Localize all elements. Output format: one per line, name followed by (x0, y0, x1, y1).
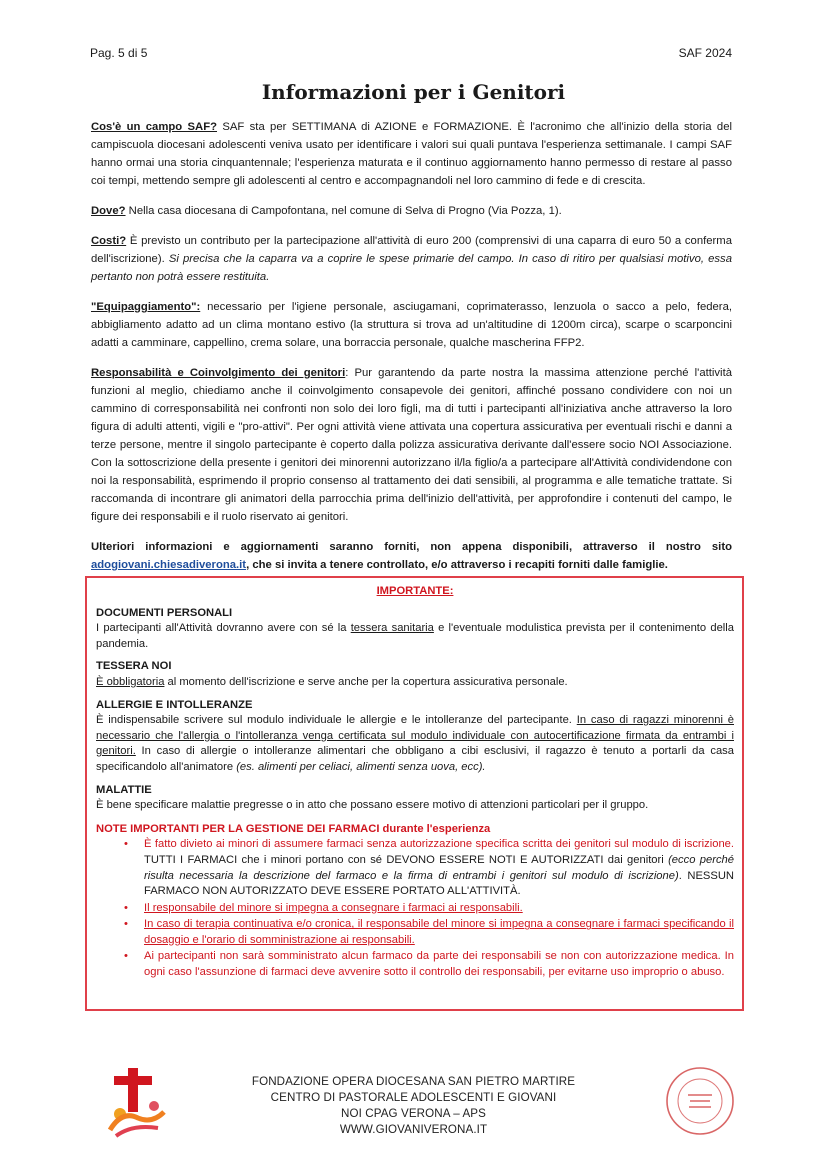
page-number: Pag. 5 di 5 (90, 46, 148, 60)
allergie-text-underline: In caso di ragazzi minorenni è necessario che l'allergia o l'intolleranza venga certificata sul modulo individuale con autocertificazione firmata da entrambi i genitori. (96, 714, 734, 758)
tessera-text-underline: È obbligatoria (96, 675, 165, 688)
answer-costi: È previsto un contributo per la partecipazione all'attività di euro 200 (comprensivi di una caparra di euro 50 a conferma dell'iscrizione). (91, 235, 732, 265)
section-body-malattie: È bene specificare malattie pregresse o in atto che possano essere motivo di attenzioni particolari per il gruppo. (96, 799, 649, 812)
foundation-seal-icon (665, 1066, 735, 1136)
question-equipaggiamento: "Equipaggiamento": (91, 301, 201, 313)
answer-responsabilita: : Pur garantendo da parte nostra la massima attenzione perché l'attività funzioni al meglio, chiediamo anche il coinvolgimento consapevole dei genitori, affinché possano condividere con noi un cammino di corresponsabilità nei confronti non solo dei loro figli, ma di tutti i partecipanti all'iniziativa anche attraverso la loro figura di adulti attenti, vigili e "pro-attivi". Per ogni attività viene attivata una copertura assicurativa per eventuali rischi e danni a terze persone, mentre il singolo partecipante è coperto dalla polizza assicurativa derivante dall'essere socio NOI Associazione. Con la sottoscrizione della presente i genitori dei minorenni autorizzano il/la figlio/a a partecipare all'Attività condividendone con noi la responsabilità, esprimendo il proprio consenso al trattamento dei dati sensibili, al programma e alle tematiche trattate. Si raccomanda di incontrare gli animatori della parrocchia prima dell'inizio dell'attività, per approfondire i contenuti del campo, le figure dei responsabili e il ruolo riservato ai genitori. (91, 367, 732, 523)
document-code: SAF 2024 (678, 46, 732, 60)
section-title-tessera: TESSERA NOI (96, 660, 172, 673)
important-heading: IMPORTANTE: (376, 585, 454, 597)
allergie-text-italic: (es. alimenti per celiaci, alimenti senza uova, ecc). (236, 760, 486, 773)
note1-text-c: . NESSUN FARMACO NON AUTORIZZATO DEVE ESSERE PORTATO ALL'ATTIVITÀ. (144, 869, 735, 898)
footer-line-1: FONDAZIONE OPERA DIOCESANA SAN PIETRO MARTIRE (251, 1075, 576, 1088)
allergie-text-a: È indispensabile scrivere sul modulo individuale le allergie e le intolleranze del partecipante. (96, 714, 577, 727)
paragraph-saf (91, 118, 732, 190)
notes-list (96, 837, 734, 980)
list-item (124, 917, 734, 948)
section-title-documenti: DOCUMENTI PERSONALI (96, 606, 233, 619)
section-title-allergie: ALLERGIE E INTOLLERANZE (96, 698, 253, 711)
paragraph-info (91, 538, 732, 574)
document-body (91, 118, 732, 586)
page-title: Informazioni per i Genitori (261, 80, 566, 104)
website-link[interactable]: adogiovani.chiesadiverona.it (91, 559, 247, 571)
answer-equipaggiamento: necessario per l'igiene personale, asciugamani, coprimaterasso, lenzuola o sacco a pelo, federa, abbigliamento adatto ad un clima montano estivo (la struttura si trova ad un'altitudine di 1200m circa), scarpe o scarponcini adatti a camminare, cappellino, crema solare, una borraccia personale, qualche mascherina FFP2. (91, 301, 732, 349)
answer-saf: SAF sta per SETTIMANA di AZIONE e FORMAZIONE. È l'acronimo che all'inizio della storia del campiscuola diocesani adolescenti veniva usato per identificare i valori sui quali puntava l'esperienza settimanale. I campi SAF hanno ormai una storia cinquantennale; l'esperienza maturata e il continuo aggiornamento hanno permesso di restare al passo coi tempi, mettendo sempre gli adolescenti al centro e accompagnandoli nel loro cammino di fede e di crescita. (91, 121, 732, 187)
question-saf: Cos'è un campo SAF? (91, 121, 218, 133)
bullet-icon: • (124, 950, 128, 963)
note2-text: Il responsabile del minore si impegna a consegnare i farmaci ai responsabili. (144, 901, 523, 914)
info-text-1: Ulteriori informazioni e aggiornamenti saranno forniti, non appena disponibili, attraverso il nostro sito (91, 541, 732, 553)
documenti-text-b: e l'eventuale modulistica prevista per il contenimento della pandemia. (96, 622, 734, 650)
question-costi: Costi? (91, 235, 127, 247)
answer-dove: Nella casa diocesana di Campofontana, nel comune di Selva di Progno (Via Pozza, 1). (125, 205, 562, 217)
important-box (85, 576, 744, 1011)
question-dove: Dove? (91, 205, 126, 217)
bullet-icon: • (124, 838, 128, 851)
list-item (124, 949, 734, 980)
note1-text-a: È fatto divieto ai minori di assumere farmaci senza autorizzazione specifica scritta dei genitori sul modulo di iscrizione. (144, 838, 734, 851)
paragraph-costi (91, 232, 732, 286)
documenti-text-a: I partecipanti all'Attività dovranno avere con sé la (96, 622, 351, 635)
paragraph-responsabilita (91, 364, 732, 526)
note4-text: Ai partecipanti non sarà somministrato alcun farmaco da parte dei responsabili se non con autorizzazione medica. In ogni caso l'assunzione di farmaci deve avvenire sotto il controllo dei responsabili, per evitarne uso improprio o abuso. (144, 950, 734, 979)
footer-line-2: CENTRO DI PASTORALE ADOLESCENTI E GIOVANI (270, 1091, 557, 1104)
info-text-2: , che si invita a tenere controllato, e/o attraverso i recapiti forniti dalle famiglie. (246, 559, 668, 571)
paragraph-dove (91, 202, 732, 220)
paragraph-equipaggiamento (91, 298, 732, 352)
note1-text-italic: (ecco perché risulta necessaria la descrizione del farmaco e la firma di entrambi i genitori sul modulo di iscrizione) (144, 853, 734, 882)
bullet-icon: • (124, 918, 128, 931)
section-body-documenti (96, 621, 734, 652)
list-item (124, 901, 734, 917)
footer-line-3: NOI CPAG VERONA – APS (341, 1107, 486, 1120)
section-body-allergie (96, 713, 734, 775)
note1-text-b: TUTTI I FARMACI che i minori portano con sé DEVONO ESSERE NOTI E AUTORIZZATI dai genitori (144, 853, 669, 866)
question-responsabilita: Responsabilità e Coinvolgimento dei genitori (91, 367, 346, 379)
documenti-text-underline: tessera sanitaria (350, 622, 434, 635)
note3-text: In caso di terapia continuativa e/o cronica, il responsabile del minore si impegna a consegnare i farmaci specificando il dosaggio e l'orario di somministrazione ai responsabili. (144, 918, 734, 946)
list-item (124, 837, 735, 899)
notes-title: NOTE IMPORTANTI PER LA GESTIONE DEI FARMACI durante l'esperienza (96, 822, 491, 835)
tessera-text-b: al momento dell'iscrizione e serve anche per la copertura assicurativa personale. (164, 675, 568, 688)
allergie-text-b: In caso di allergie o intolleranze alimentari che obbligano a cibi esclusivi, il ragazzo è tenuto a portarli da casa specificandolo all'animatore (96, 745, 734, 773)
section-body-tessera (96, 675, 734, 691)
section-title-malattie: MALATTIE (96, 783, 152, 796)
costi-note: Si precisa che la caparra va a coprire le spese primarie del campo. In caso di ritiro per qualsiasi motivo, essa pertanto non potrà essere restituita. (91, 253, 732, 283)
footer-line-4: WWW.GIOVANIVERONA.IT (339, 1123, 488, 1136)
bullet-icon: • (124, 901, 128, 914)
